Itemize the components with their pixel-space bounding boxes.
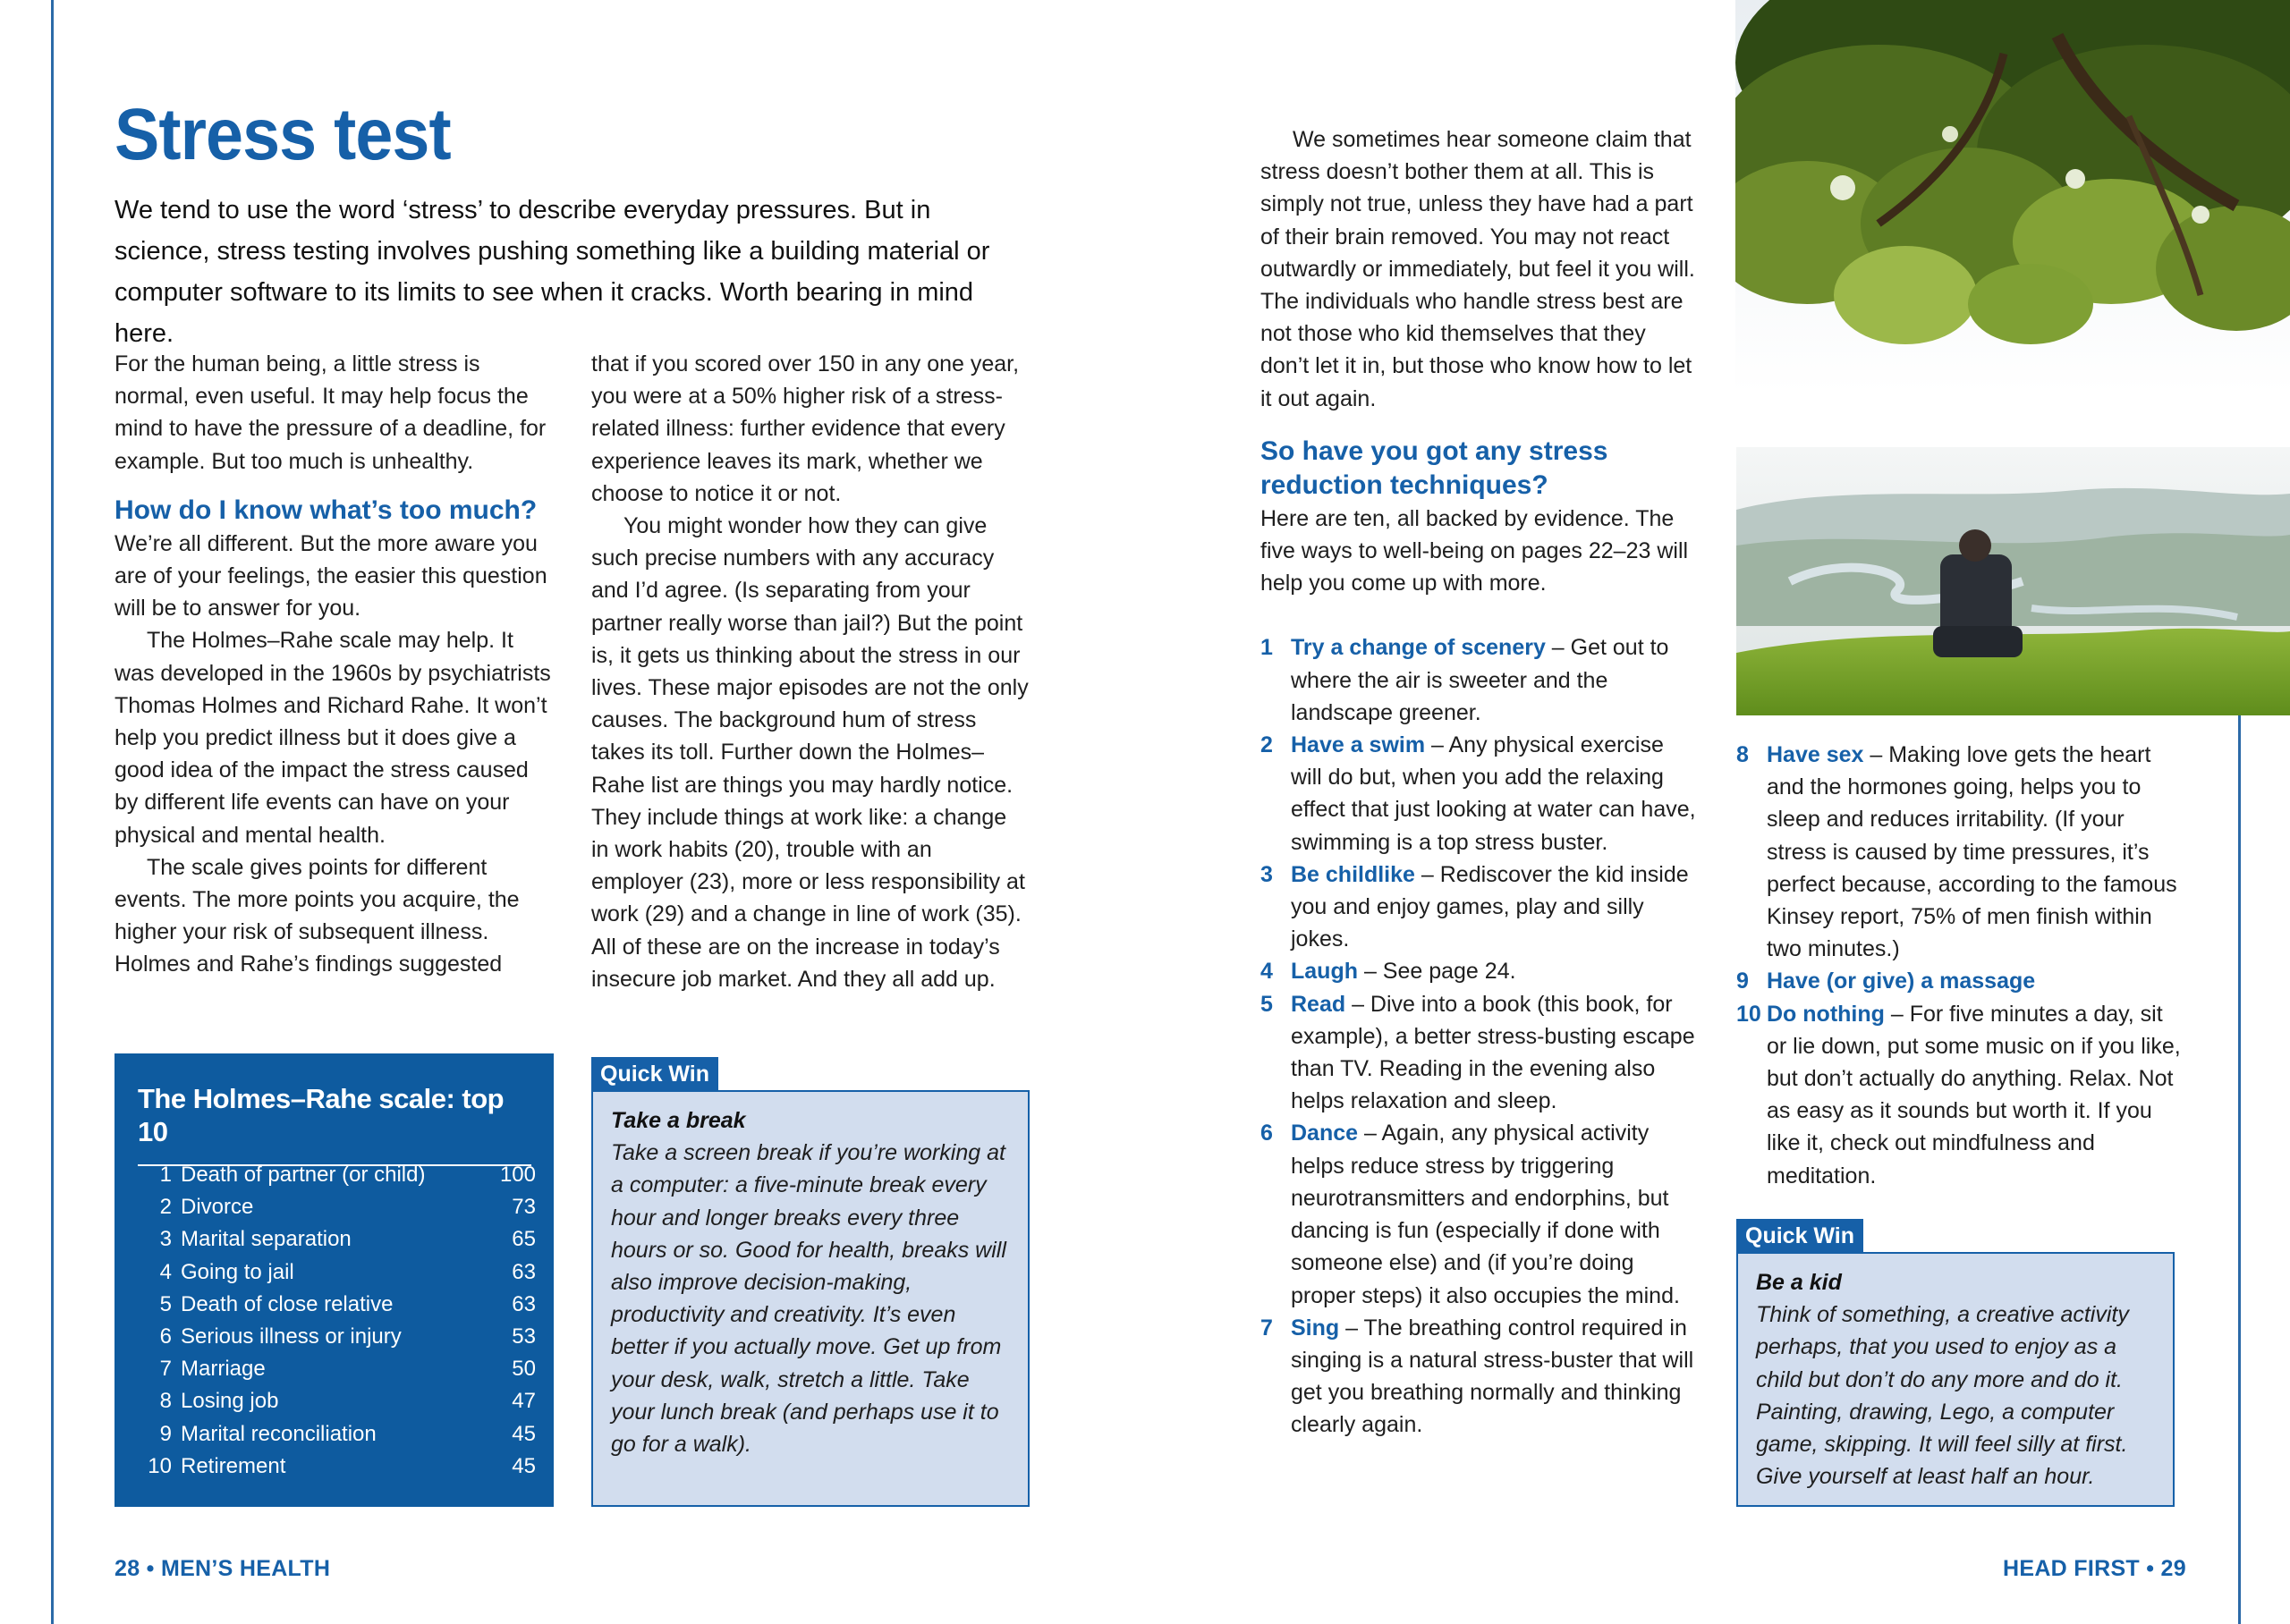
scale-points: 65 xyxy=(512,1227,536,1252)
col3-paragraph-2: Here are ten, all backed by evidence. The five ways to well-being on pages 22–23 will help you come up with more. xyxy=(1260,505,1689,596)
column-3 xyxy=(1260,123,1699,1442)
scale-event: Retirement xyxy=(181,1453,286,1478)
scale-rank: 4 xyxy=(159,1259,172,1284)
item-title: Have sex xyxy=(1767,742,1864,767)
scale-event: Marital reconciliation xyxy=(181,1421,377,1446)
scale-points: 53 xyxy=(512,1324,536,1349)
quick-win-heading-left: Take a break xyxy=(611,1108,746,1133)
man-in-landscape-photo xyxy=(1736,447,2290,715)
column-2 xyxy=(591,348,1030,995)
item-text: – Making love gets the heart and the hormones going, helps you to sleep and reduces irritability. (If your stress is caused by time pressures, it’s perfect because, according to the famous Kinsey report, 75% of men finish within two minutes.) xyxy=(1767,742,2177,962)
scale-event: Death of close relative xyxy=(181,1291,394,1316)
scale-rank: 3 xyxy=(159,1227,172,1252)
list-item xyxy=(1736,965,2184,997)
scale-row xyxy=(138,1418,536,1451)
item-title: Read xyxy=(1291,991,1346,1017)
col1-paragraph-2: We’re all different. But the more aware you are of your feelings, the easier this question will be to answer for you. xyxy=(114,530,547,622)
col1-paragraph-3: The Holmes–Rahe scale may help. It was developed in the 1960s by psychiatrists Thomas Holmes and Richard Rahe. It won’t help you predict illness but it does give a good idea of the impact the stress caused by different life events can have on your physical and mental health. xyxy=(114,628,551,848)
scale-rank: 10 xyxy=(148,1453,172,1478)
quick-win-heading-right: Be a kid xyxy=(1756,1270,1842,1295)
col1-paragraph-4: The scale gives points for different events. The more points you acquire, the higher your risk of subsequent illness. Holmes and Rahe’s findings suggested xyxy=(114,854,520,977)
scale-rank: 2 xyxy=(159,1195,172,1220)
item-title: Be childlike xyxy=(1291,861,1415,887)
scale-row xyxy=(138,1321,536,1353)
item-number: 8 xyxy=(1736,742,1749,767)
item-title: Have (or give) a massage xyxy=(1767,968,2036,994)
scale-points: 45 xyxy=(512,1453,536,1478)
scale-points: 63 xyxy=(512,1259,536,1284)
list-item xyxy=(1736,998,2184,1192)
item-text: – Dive into a book (this book, for example), a better stress-busting escape than TV. Reading in the evening also helps relaxation and sleep. xyxy=(1291,991,1695,1114)
quick-win-body-left: Take a screen break if you’re working at a computer: a five-minute break every hour and longer breaks every three hours or so. Good for health, breaks will also improve decision-making, productivity and creativity. It’s even better if you actually move. Get up from your desk, walk, stretch a little. Take your lunch break (and perhaps use it to go for a walk). xyxy=(611,1140,1006,1458)
item-text: – Any physical exercise will do but, when you add the relaxing effect that just looking at water can have, swimming is a top stress buster. xyxy=(1291,732,1696,855)
scale-points: 73 xyxy=(512,1195,536,1220)
scale-event: Going to jail xyxy=(181,1259,294,1284)
item-number: 9 xyxy=(1736,968,1749,994)
item-text: – Rediscover the kid inside you and enjoy games, play and silly jokes. xyxy=(1291,861,1689,952)
scale-row xyxy=(138,1289,536,1321)
scale-rank: 8 xyxy=(159,1389,172,1414)
item-number: 6 xyxy=(1260,1121,1273,1146)
item-title: Have a swim xyxy=(1291,732,1426,758)
col2-paragraph-1: that if you scored over 150 in any one year, you were at a 50% higher risk of a stress-related illness: further evidence that every experience leaves its mark, whether we choose to notice it or not. xyxy=(591,351,1020,506)
quick-win-box-right xyxy=(1736,1252,2175,1507)
intro-text: We tend to use the word ‘stress’ to describe everyday pressures. But in science, stress testing involves pushing something like a building material or computer software to its limits to see when it cracks. Worth bearing in mind here. xyxy=(114,196,990,348)
item-number: 3 xyxy=(1260,861,1273,887)
scale-points: 100 xyxy=(499,1163,536,1187)
list-item xyxy=(1736,739,2184,965)
quick-win-body-right: Think of something, a creative activity perhaps, that you used to enjoy as a child but don’t do any more and do it. Painting, drawing, Lego, a computer game, skipping. It will feel silly at first. Give yourself at least half an hour. xyxy=(1756,1302,2129,1490)
scale-row xyxy=(138,1451,536,1483)
col2-paragraph-2: You might wonder how they can give such precise numbers with any accuracy and I’d agree. (Is separating from your partner really worse than jail?) But the point is, it gets us thinking about the stress in our lives. These major episodes are not the only causes. The background hum of stress takes its toll. Further down the Holmes–Rahe list are things you may hardly notice. They include things at work like: a change in work habits (20), trouble with an employer (23), more or less responsibility at work (29) and a change in line of work (35). All of these are on the increase in today’s insecure job market. And they all add up. xyxy=(591,513,1029,992)
col1-paragraph-1: For the human being, a little stress is normal, even useful. It may help focus the mind to have the pressure of a deadline, for example. But too much is unhealthy. xyxy=(114,351,547,474)
footer-left: 28 • MEN’S HEALTH xyxy=(114,1556,331,1581)
left-page-edge xyxy=(51,0,54,1624)
item-title: Sing xyxy=(1291,1315,1340,1341)
item-text: – For five minutes a day, sit or lie down, put some music on if you like, but don’t actually do anything. Relax. Not as easy as it sounds but worth it. If you like it, check out mindfulness and meditation. xyxy=(1767,1001,2181,1188)
page-title: Stress test xyxy=(114,94,451,175)
column-4 xyxy=(1736,739,2184,1192)
item-title: Laugh xyxy=(1291,959,1358,985)
list-item xyxy=(1260,955,1699,987)
quick-win-tab-left: Quick Win xyxy=(591,1057,718,1091)
item-title: Dance xyxy=(1291,1121,1359,1146)
scale-event: Serious illness or injury xyxy=(181,1324,402,1349)
scale-list xyxy=(138,1159,536,1483)
scale-rank: 9 xyxy=(159,1421,172,1446)
list-item xyxy=(1260,988,1699,1118)
item-number: 2 xyxy=(1260,732,1273,758)
list-item xyxy=(1260,631,1699,729)
item-number: 4 xyxy=(1260,959,1273,985)
item-number: 1 xyxy=(1260,635,1273,661)
list-item xyxy=(1260,859,1699,956)
column-1 xyxy=(114,348,553,981)
scale-event: Marital separation xyxy=(181,1227,352,1252)
item-title: Do nothing xyxy=(1767,1001,1885,1027)
scale-row xyxy=(138,1256,536,1289)
scale-points: 45 xyxy=(512,1421,536,1446)
scale-points: 50 xyxy=(512,1357,536,1382)
col3-paragraph-1: We sometimes hear someone claim that stress doesn’t bother them at all. This is simply not true, unless they have had a part of their brain removed. You may not react outwardly or immediately, but feel it you will. The individuals who handle stress best are not those who kid themselves that they don’t let it in, but those who know how to let it out again. xyxy=(1260,127,1695,411)
scale-event: Losing job xyxy=(181,1389,279,1414)
list-item xyxy=(1260,1117,1699,1311)
list-item xyxy=(1260,1312,1699,1442)
item-text: – See page 24. xyxy=(1358,959,1516,985)
col1-heading: How do I know what’s too much? xyxy=(114,495,538,525)
item-title: Try a change of scenery xyxy=(1291,635,1546,661)
list-item xyxy=(1260,729,1699,859)
right-page-edge xyxy=(2238,715,2241,1624)
tree-photo xyxy=(1735,0,2290,393)
scale-event: Marriage xyxy=(181,1357,266,1382)
scale-points: 63 xyxy=(512,1291,536,1316)
scale-rank: 5 xyxy=(159,1291,172,1316)
scale-row xyxy=(138,1353,536,1385)
scale-points: 47 xyxy=(512,1389,536,1414)
item-text: – Again, any physical activity helps reduce stress by triggering neurotransmitters and endorphins, but dancing is fun (especially if done with someone else) and (if you’re doing proper steps) it also occupies the mind. xyxy=(1291,1121,1680,1308)
scale-event: Death of partner (or child) xyxy=(181,1163,426,1187)
scale-row xyxy=(138,1385,536,1417)
scale-row xyxy=(138,1223,536,1256)
techniques-list-2 xyxy=(1736,739,2184,1192)
techniques-list-1 xyxy=(1260,631,1699,1441)
col3-heading: So have you got any stress reduction techniques? xyxy=(1260,436,1608,500)
item-text: – Get out to where the air is sweeter and the landscape greener. xyxy=(1291,635,1669,725)
scale-event: Divorce xyxy=(181,1195,254,1220)
item-number: 7 xyxy=(1260,1315,1273,1341)
scale-row xyxy=(138,1191,536,1223)
scale-rank: 1 xyxy=(159,1163,172,1187)
quick-win-tab-right: Quick Win xyxy=(1736,1219,1863,1253)
item-number: 10 xyxy=(1736,1001,1761,1027)
item-text: – The breathing control required in singing is a natural stress-buster that will get you breathing normally and thinking clearly again. xyxy=(1291,1315,1694,1438)
holmes-rahe-scale-box xyxy=(114,1053,554,1507)
quick-win-box-left xyxy=(591,1090,1030,1507)
item-number: 5 xyxy=(1260,991,1273,1017)
scale-rank: 7 xyxy=(159,1357,172,1382)
scale-rank: 6 xyxy=(159,1324,172,1349)
scale-row xyxy=(138,1159,536,1191)
scale-box-title: The Holmes–Rahe scale: top 10 xyxy=(138,1082,531,1166)
footer-right: HEAD FIRST • 29 xyxy=(2003,1556,2186,1581)
